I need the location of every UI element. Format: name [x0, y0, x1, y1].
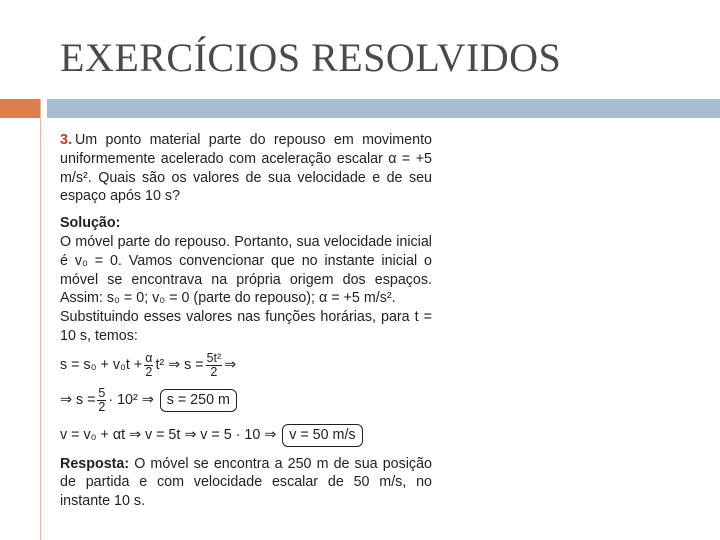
position-result-box: s = 250 m [160, 389, 237, 412]
exercise-number: 3. [60, 132, 72, 148]
accent-bar-blue [47, 99, 720, 118]
accent-bar-orange [0, 99, 40, 118]
eq2-frac-num: 5 [98, 385, 106, 400]
solution-heading: Solução: [60, 215, 121, 232]
eq2-mid: · 10² ⇒ [108, 391, 154, 408]
exercise-image [60, 131, 432, 511]
equation-position-result [60, 387, 432, 414]
eq1-end: ⇒ [224, 356, 237, 373]
answer-paragraph [60, 455, 432, 511]
eq2-fraction [97, 387, 106, 414]
eq1-frac-den: 2 [145, 364, 153, 379]
substitution-text: Substituindo esses valores nas funções horárias, para t = 10 s, temos: [60, 309, 432, 344]
equation-position [60, 352, 432, 379]
answer-text: O móvel se encontra a 250 m de sua posição de partida e com velocidade escalar de 50 m/s, no instante 10 s. [60, 455, 432, 510]
answer-heading: Resposta: [60, 455, 130, 472]
solution-text: O móvel parte do repouso. Portanto, sua velocidade inicial é v₀ = 0. Vamos convencionar que no instante inicial o móvel se encontrava na própria origem dos espaços. Assim: s₀ = 0; v₀ = 0 (parte do repouso); α = +5 m/s². [60, 233, 432, 307]
eq1-fraction [144, 352, 153, 379]
eq1-fraction-2 [206, 352, 223, 379]
eq2-left: ⇒ s = [60, 391, 96, 408]
exercise-statement [60, 131, 432, 206]
equation-velocity [60, 424, 432, 447]
eq2-frac-den: 2 [98, 399, 106, 414]
eq3-left: v = v₀ + αt ⇒ v = 5t ⇒ v = 5 · 10 ⇒ [60, 426, 277, 443]
velocity-result-box: v = 50 m/s [282, 424, 362, 447]
eq1-left: s = s₀ + v₀t + [60, 356, 143, 373]
eq1-frac-num: α [145, 350, 153, 365]
accent-vertical-line [40, 99, 41, 540]
eq1-frac2-den: 2 [210, 364, 218, 379]
eq1-frac2-num: 5t² [206, 350, 222, 365]
exercise-statement-text: Um ponto material parte do repouso em movimento uniformemente acelerado com aceleração escalar α = +5 m/s². Quais são os valores de sua velocidade e de seu espaço após 10 s? [60, 132, 432, 205]
slide-title: EXERCÍCIOS RESOLVIDOS [60, 35, 562, 80]
eq1-mid: t² ⇒ s = [155, 356, 204, 373]
